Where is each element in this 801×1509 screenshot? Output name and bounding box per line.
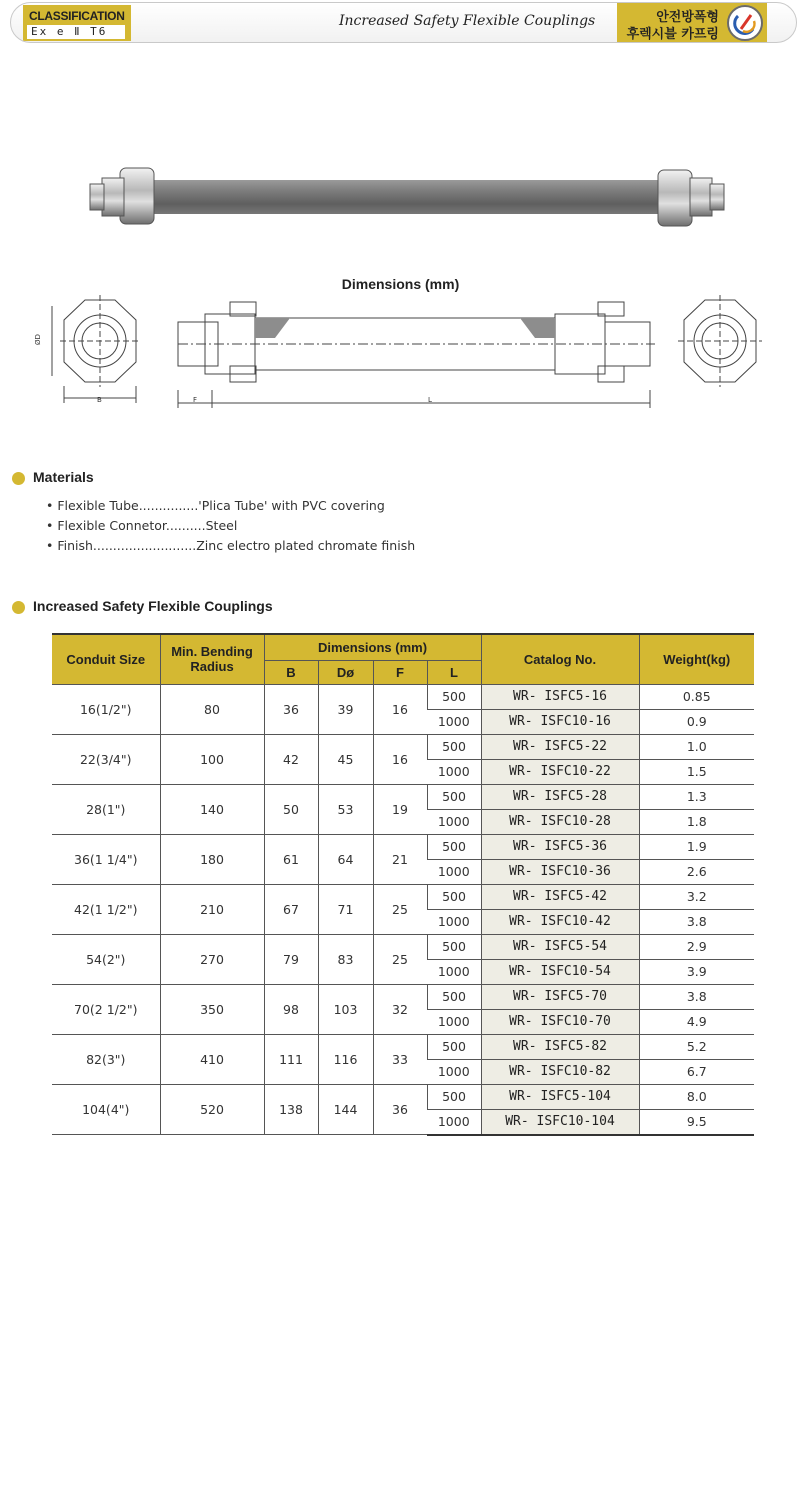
header-min-bending-line2: Radius — [190, 659, 234, 675]
cell-dim-d: 71 — [318, 884, 373, 934]
cell-dim-f: 25 — [373, 934, 427, 984]
materials-title: Materials — [33, 469, 94, 485]
classification-box — [23, 5, 131, 41]
cell-dim-f: 25 — [373, 884, 427, 934]
cell-weight: 5.2 — [639, 1034, 754, 1059]
dimensions-title: Dimensions (mm) — [341, 276, 460, 292]
cell-weight: 0.85 — [639, 684, 754, 709]
cell-dim-l: 1000 — [427, 1009, 481, 1034]
cell-catalog-no: WR- ISFC10-16 — [481, 709, 639, 734]
cell-dim-l: 1000 — [427, 909, 481, 934]
cell-min-bending-radius: 180 — [160, 834, 264, 884]
cell-dim-b: 111 — [264, 1034, 318, 1084]
cell-catalog-no: WR- ISFC10-70 — [481, 1009, 639, 1034]
cell-catalog-no: WR- ISFC5-42 — [481, 884, 639, 909]
cell-dim-f: 21 — [373, 834, 427, 884]
cell-dim-d: 83 — [318, 934, 373, 984]
cell-catalog-no: WR- ISFC5-28 — [481, 784, 639, 809]
cell-dim-b: 138 — [264, 1084, 318, 1135]
cell-conduit-size: 16(1/2") — [52, 684, 160, 734]
cell-dim-d: 39 — [318, 684, 373, 734]
cell-catalog-no: WR- ISFC5-16 — [481, 684, 639, 709]
coupling-photo — [80, 160, 730, 240]
table-row — [52, 834, 754, 859]
table-row — [52, 884, 754, 909]
cell-dim-b: 98 — [264, 984, 318, 1034]
cell-weight: 9.5 — [639, 1109, 754, 1135]
cell-catalog-no: WR- ISFC5-54 — [481, 934, 639, 959]
cell-catalog-no: WR- ISFC10-22 — [481, 759, 639, 784]
cell-catalog-no: WR- ISFC10-82 — [481, 1059, 639, 1084]
cell-weight: 1.3 — [639, 784, 754, 809]
table-row — [52, 734, 754, 759]
spec-table — [52, 633, 754, 1136]
table-section-bullet-icon — [12, 601, 25, 614]
cell-dim-l: 1000 — [427, 709, 481, 734]
cell-min-bending-radius: 80 — [160, 684, 264, 734]
cell-conduit-size: 70(2 1/2") — [52, 984, 160, 1034]
header-min-bending-line1: Min. Bending — [171, 644, 253, 660]
cell-dim-l: 500 — [427, 984, 481, 1009]
cell-conduit-size: 54(2") — [52, 934, 160, 984]
cell-weight: 2.6 — [639, 859, 754, 884]
cell-catalog-no: WR- ISFC10-28 — [481, 809, 639, 834]
materials-bullet-icon — [12, 472, 25, 485]
cell-dim-l: 1000 — [427, 759, 481, 784]
materials-item: • Flexible Connetor..........Steel — [46, 518, 238, 533]
cell-weight: 8.0 — [639, 1084, 754, 1109]
cell-dim-b: 50 — [264, 784, 318, 834]
cell-dim-l: 1000 — [427, 1109, 481, 1135]
cell-dim-l: 500 — [427, 1034, 481, 1059]
table-row — [52, 784, 754, 809]
cell-dim-l: 500 — [427, 1084, 481, 1109]
header-conduit-size: Conduit Size — [52, 634, 160, 684]
cell-dim-l: 1000 — [427, 1059, 481, 1084]
cell-weight: 3.9 — [639, 959, 754, 984]
label-b: B — [97, 396, 102, 404]
cell-weight: 3.8 — [639, 984, 754, 1009]
cell-dim-l: 500 — [427, 784, 481, 809]
cell-dim-d: 103 — [318, 984, 373, 1034]
cell-dim-d: 144 — [318, 1084, 373, 1135]
header-dimensions: Dimensions (mm) — [264, 634, 481, 660]
label-od: ØD — [34, 334, 42, 345]
cell-dim-l: 500 — [427, 884, 481, 909]
materials-item: • Finish..........................Zinc electro plated chromate finish — [46, 538, 416, 553]
cell-min-bending-radius: 520 — [160, 1084, 264, 1135]
cell-dim-f: 32 — [373, 984, 427, 1034]
korean-title-box — [617, 3, 767, 43]
cell-weight: 2.9 — [639, 934, 754, 959]
header-title: Increased Safety Flexible Couplings — [339, 13, 596, 29]
cell-dim-l: 1000 — [427, 959, 481, 984]
korean-title-line1: 안전방폭형 — [656, 10, 719, 25]
cell-catalog-no: WR- ISFC10-42 — [481, 909, 639, 934]
cell-dim-b: 36 — [264, 684, 318, 734]
table-row — [52, 1034, 754, 1059]
cell-dim-d: 45 — [318, 734, 373, 784]
cell-catalog-no: WR- ISFC5-70 — [481, 984, 639, 1009]
cell-weight: 1.5 — [639, 759, 754, 784]
cell-conduit-size: 104(4") — [52, 1084, 160, 1135]
label-f: F — [193, 396, 198, 404]
cell-min-bending-radius: 410 — [160, 1034, 264, 1084]
classification-value: Ex e Ⅱ T6 — [27, 25, 125, 39]
table-row — [52, 984, 754, 1009]
cell-dim-b: 42 — [264, 734, 318, 784]
cell-min-bending-radius: 140 — [160, 784, 264, 834]
cell-weight: 3.8 — [639, 909, 754, 934]
table-row — [52, 1084, 754, 1109]
header-l: L — [427, 660, 481, 684]
materials-item: • Flexible Tube...............'Plica Tube' with PVC covering — [46, 498, 385, 513]
cell-min-bending-radius: 210 — [160, 884, 264, 934]
cell-dim-b: 79 — [264, 934, 318, 984]
header-d: Dø — [318, 660, 373, 684]
label-l: L — [428, 396, 432, 404]
header-f: F — [373, 660, 427, 684]
cell-catalog-no: WR- ISFC10-104 — [481, 1109, 639, 1135]
header-min-bending-radius — [160, 634, 264, 684]
cell-dim-d: 116 — [318, 1034, 373, 1084]
cell-min-bending-radius: 270 — [160, 934, 264, 984]
cell-dim-l: 500 — [427, 834, 481, 859]
cell-catalog-no: WR- ISFC5-104 — [481, 1084, 639, 1109]
cell-conduit-size: 22(3/4") — [52, 734, 160, 784]
cell-weight: 4.9 — [639, 1009, 754, 1034]
header-b: B — [264, 660, 318, 684]
classification-label: CLASSIFICATION — [29, 9, 125, 23]
cell-catalog-no: WR- ISFC10-54 — [481, 959, 639, 984]
cell-catalog-no: WR- ISFC10-36 — [481, 859, 639, 884]
cell-dim-f: 16 — [373, 734, 427, 784]
cell-min-bending-radius: 350 — [160, 984, 264, 1034]
header-catalog-no: Catalog No. — [481, 634, 639, 684]
cell-dim-f: 19 — [373, 784, 427, 834]
cell-weight: 1.9 — [639, 834, 754, 859]
cell-dim-l: 500 — [427, 934, 481, 959]
cell-dim-l: 500 — [427, 734, 481, 759]
cell-catalog-no: WR- ISFC5-22 — [481, 734, 639, 759]
cell-catalog-no: WR- ISFC5-82 — [481, 1034, 639, 1059]
cell-catalog-no: WR- ISFC5-36 — [481, 834, 639, 859]
cell-dim-f: 36 — [373, 1084, 427, 1135]
cell-conduit-size: 36(1 1/4") — [52, 834, 160, 884]
cell-min-bending-radius: 100 — [160, 734, 264, 784]
cell-conduit-size: 28(1") — [52, 784, 160, 834]
cell-dim-f: 33 — [373, 1034, 427, 1084]
cell-dim-d: 64 — [318, 834, 373, 884]
cell-weight: 1.8 — [639, 809, 754, 834]
cell-weight: 3.2 — [639, 884, 754, 909]
cell-dim-b: 61 — [264, 834, 318, 884]
cell-conduit-size: 82(3") — [52, 1034, 160, 1084]
table-section-title: Increased Safety Flexible Couplings — [33, 598, 273, 614]
korean-title-line2: 후렉시블 카프링 — [626, 27, 719, 42]
cell-weight: 1.0 — [639, 734, 754, 759]
cell-dim-f: 16 — [373, 684, 427, 734]
table-row — [52, 934, 754, 959]
dimension-drawing — [30, 290, 775, 415]
cell-conduit-size: 42(1 1/2") — [52, 884, 160, 934]
cell-weight: 0.9 — [639, 709, 754, 734]
cell-weight: 6.7 — [639, 1059, 754, 1084]
cell-dim-l: 500 — [427, 684, 481, 709]
cell-dim-d: 53 — [318, 784, 373, 834]
cell-dim-l: 1000 — [427, 809, 481, 834]
header-weight: Weight(kg) — [639, 634, 754, 684]
cell-dim-b: 67 — [264, 884, 318, 934]
cell-dim-l: 1000 — [427, 859, 481, 884]
header-bar — [10, 2, 797, 43]
table-row — [52, 684, 754, 709]
company-logo — [727, 5, 763, 41]
